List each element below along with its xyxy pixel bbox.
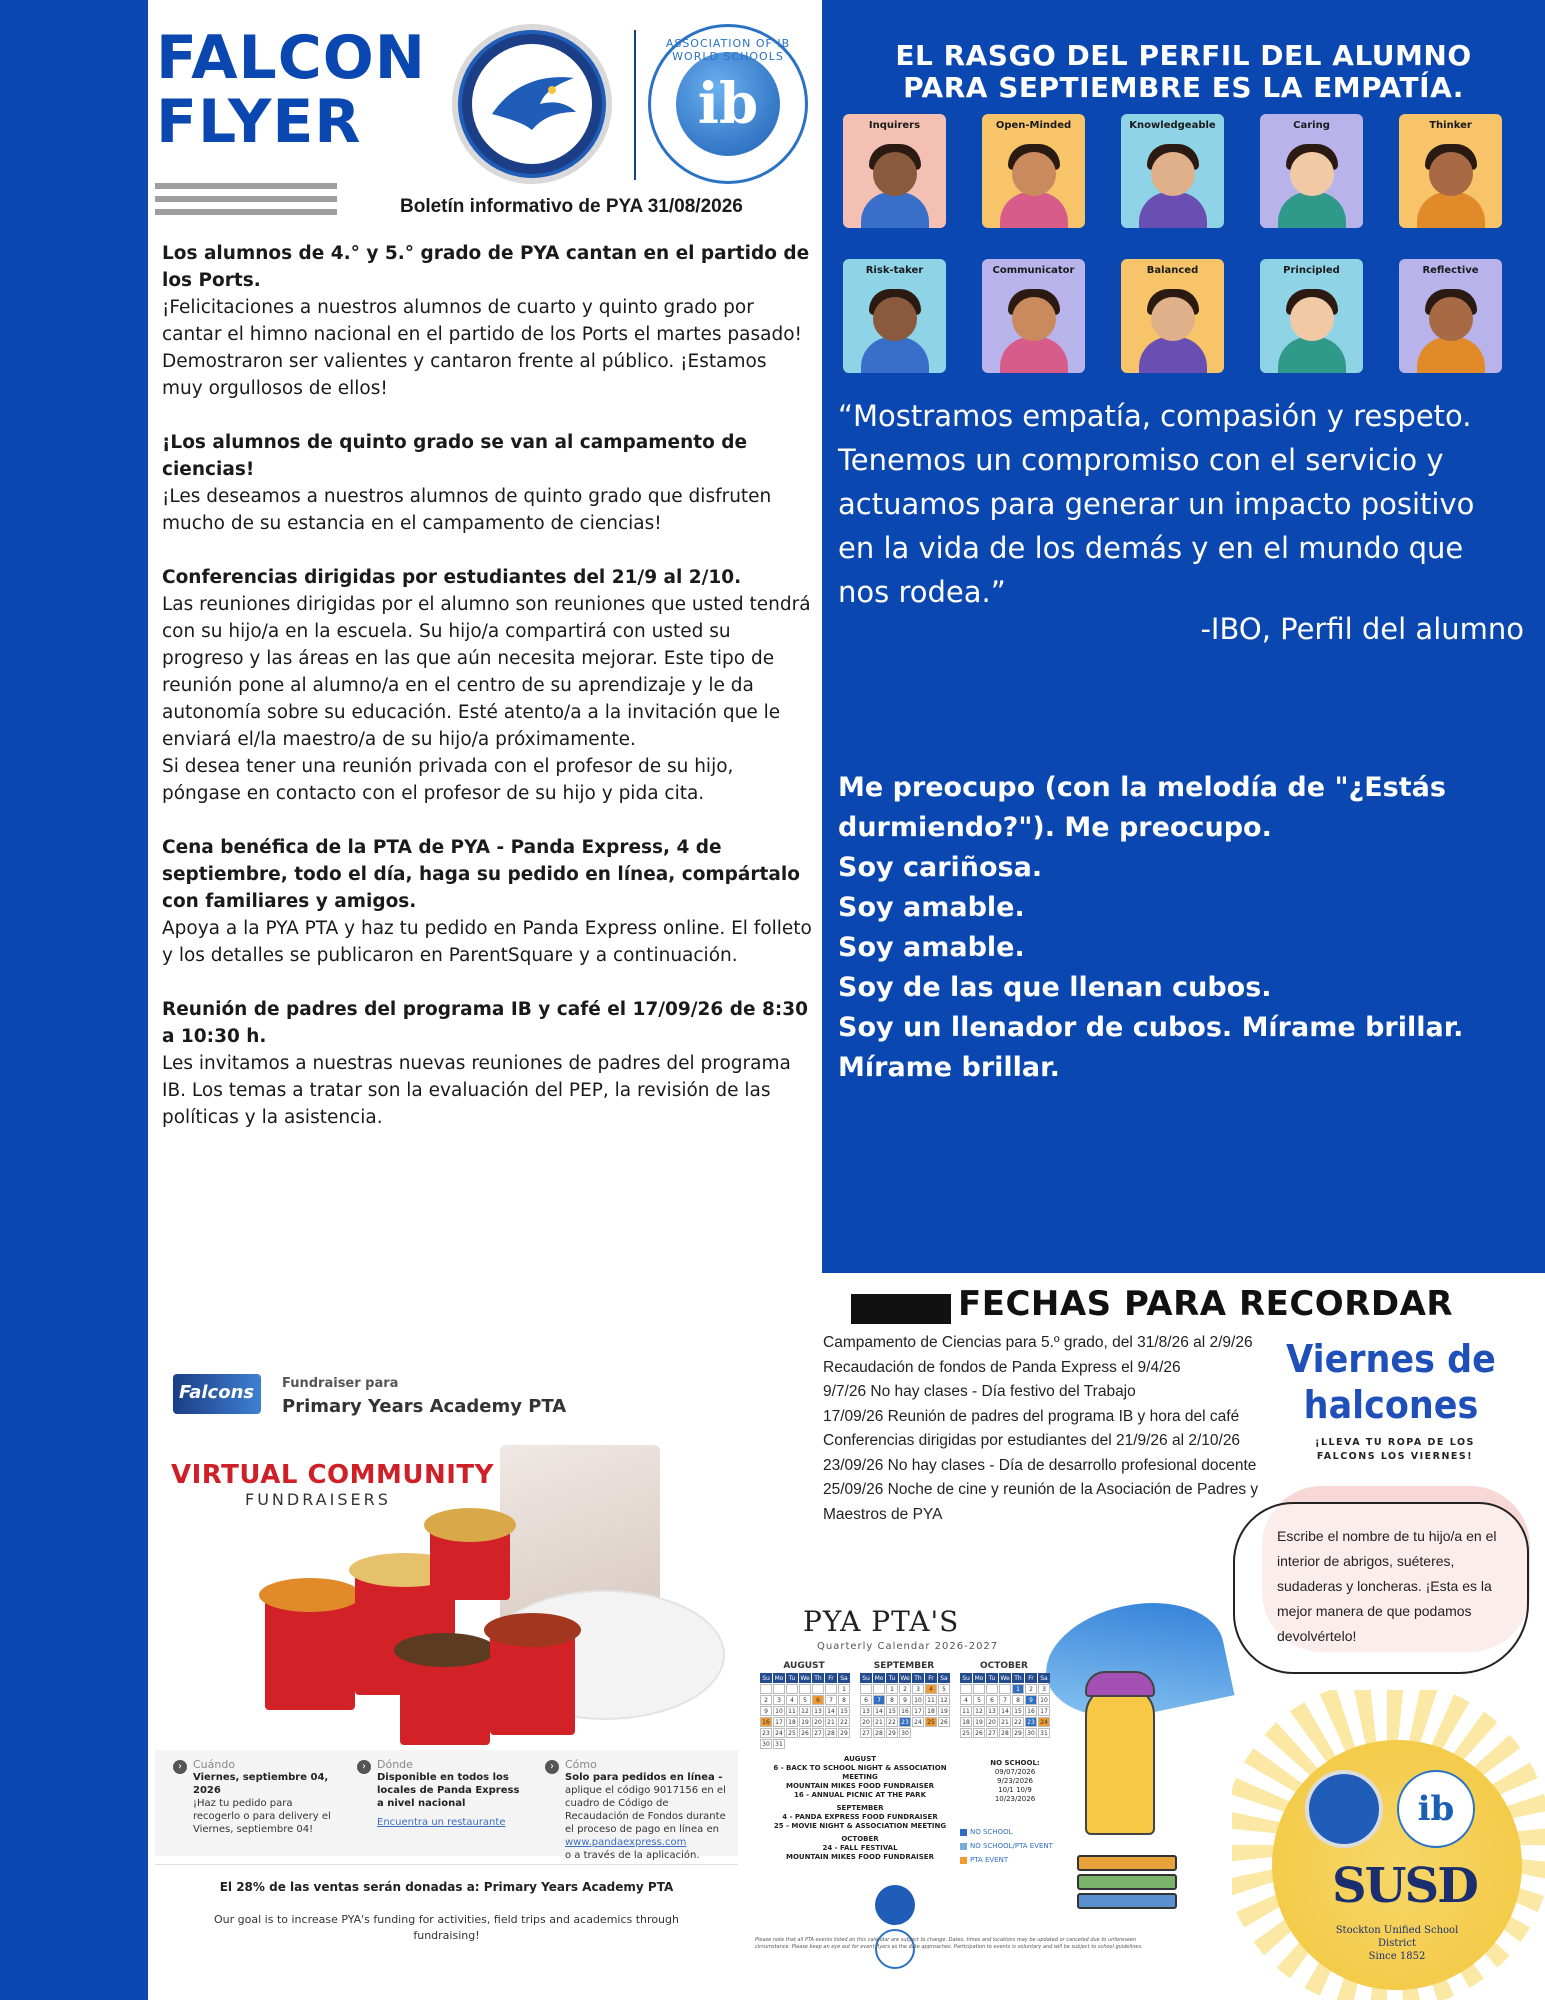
pta-logos: [875, 1885, 975, 1929]
date-item: 25/09/26 Noche de cine y reunión de la Asociación de Padres y Maestros de PYA: [823, 1481, 1259, 1523]
calendar-day: 23: [899, 1717, 911, 1727]
calendar-day: 15: [1012, 1706, 1024, 1716]
event-line: 24 - FALL FESTIVAL: [822, 1844, 898, 1852]
character-body: [1139, 192, 1207, 228]
article-body: Las reuniones dirigidas por el alumno son reuniones que usted tendrá con su hijo/a en la escuela. Su hijo/a compartirá con usted su progreso y las áreas en las que aún necesita mejorar. Este tipo de reunión pone al alumno/a en el centro de su aprendizaje y le da autonomía sobre su educación. Esté atento/a a la invitación que le enviará el/la maestro/a de su hijo/a próximamente.: [162, 594, 811, 750]
no-school-date: 09/07/2026: [994, 1768, 1036, 1776]
calendar-day: 30: [899, 1728, 911, 1738]
calendar-day: 20: [812, 1717, 824, 1727]
ib-mark: ib: [676, 52, 780, 156]
weekday-header: Sa: [1038, 1673, 1050, 1683]
profile-heading-line-1: EL RASGO DEL PERFIL DEL ALUMNO: [895, 39, 1472, 72]
calendar-day: 31: [1038, 1728, 1050, 1738]
character-body: [1000, 337, 1068, 373]
panda-website-link[interactable]: www.pandaexpress.com: [565, 1837, 687, 1848]
pta-subtitle: Quarterly Calendar 2026-2027: [817, 1641, 999, 1652]
redacted-block: [851, 1294, 951, 1324]
profile-tile: [1260, 259, 1363, 373]
event-line: AUGUST: [843, 1755, 877, 1763]
weekday-header: Tu: [986, 1673, 998, 1683]
month-grid: [860, 1673, 948, 1738]
flyer-goal: Our goal is to increase PYA's funding for activities, field trips and academics through fundraising!: [214, 1913, 679, 1942]
calendar-day: 30: [1025, 1728, 1037, 1738]
calendar-day: 6: [860, 1695, 872, 1705]
calendar-day: 28: [999, 1728, 1011, 1738]
arrow-right-icon: ›: [357, 1760, 371, 1774]
profile-tile-label: Principled: [1283, 265, 1340, 276]
calendar-day: 5: [799, 1695, 811, 1705]
weekday-header: Su: [860, 1673, 872, 1683]
falcon-school-logo: [452, 24, 612, 184]
calendar-day: 21: [825, 1717, 837, 1727]
month-grid: [760, 1673, 848, 1749]
calendar-day: 19: [938, 1706, 950, 1716]
article-body-2: Si desea tener una reunión privada con el profesor de su hijo, póngase en contacto con el profesor de su hijo y pida cita.: [162, 756, 734, 804]
profile-tile: [843, 259, 946, 373]
calendar-day: 9: [760, 1706, 772, 1716]
profile-tile: [1260, 114, 1363, 228]
calendar-day: 22: [838, 1717, 850, 1727]
profile-tile-label: Caring: [1293, 120, 1330, 131]
calendar-blank: [986, 1684, 998, 1694]
calendar-day: 8: [886, 1695, 898, 1705]
calendar-day: 26: [973, 1728, 985, 1738]
calendar-blank: [760, 1684, 772, 1694]
calendar-day: 7: [825, 1695, 837, 1705]
calendar-day: 31: [773, 1739, 785, 1749]
event-line: MOUNTAIN MIKES FOOD FUNDRAISER: [786, 1782, 934, 1790]
character-body: [1139, 337, 1207, 373]
legend-label: PTA EVENT: [970, 1856, 1009, 1864]
calendar-day: 23: [1025, 1717, 1037, 1727]
song-line: Soy cariñosa.: [838, 852, 1043, 883]
where-label: Dónde: [377, 1758, 413, 1771]
learner-profile-tiles: [843, 114, 1503, 373]
month-label: AUGUST: [783, 1661, 825, 1671]
calendar-day: 21: [873, 1717, 885, 1727]
calendar-day: 6: [986, 1695, 998, 1705]
calendar-legend: [960, 1825, 1053, 1867]
weekday-header: Su: [760, 1673, 772, 1683]
food-box-image: [265, 1600, 355, 1710]
calendar-day: 28: [825, 1728, 837, 1738]
calendar-day: 16: [899, 1706, 911, 1716]
calendar-day: 18: [786, 1717, 798, 1727]
month-grid: [960, 1673, 1048, 1738]
when-value: Viernes, septiembre 04, 2026: [193, 1772, 329, 1796]
calendar-day: 16: [1025, 1706, 1037, 1716]
calendar-day: 11: [786, 1706, 798, 1716]
calendar-day: 7: [999, 1695, 1011, 1705]
logo-divider: [634, 30, 636, 180]
character-face: [1429, 297, 1473, 341]
legend-item: [960, 1839, 1053, 1853]
song-line: Me preocupo (con la melodía de "¿Estás durmiendo?"). Me preocupo.: [838, 772, 1446, 843]
weekday-header: We: [1000, 1675, 1010, 1682]
character-body: [1000, 192, 1068, 228]
ib-logo-small: ib: [1397, 1770, 1475, 1848]
how-label: Cómo: [565, 1758, 597, 1771]
calendar-day: 16: [760, 1717, 772, 1727]
profile-tile: [1399, 114, 1502, 228]
calendar-day: 25: [786, 1728, 798, 1738]
calendar-day: 30: [760, 1739, 772, 1749]
profile-tile: [843, 114, 946, 228]
date-item: 23/09/26 No hay clases - Día de desarrollo profesional docente: [823, 1456, 1257, 1474]
profile-tile: [982, 259, 1085, 373]
arrow-right-icon: ›: [545, 1760, 559, 1774]
arrow-right-icon: ›: [173, 1760, 187, 1774]
calendar-day: 26: [799, 1728, 811, 1738]
character-face: [873, 152, 917, 196]
song-line: Soy un llenador de cubos. Mírame brillar.: [838, 1012, 1464, 1043]
weekday-header: Tu: [886, 1673, 898, 1683]
calendar-day: 22: [886, 1717, 898, 1727]
calendar-day: 24: [773, 1728, 785, 1738]
weekday-header: Sa: [938, 1673, 950, 1683]
calendar-day: 26: [938, 1717, 950, 1727]
calendar-day: 18: [960, 1717, 972, 1727]
title-line-2: FLYER: [156, 87, 362, 157]
profile-tile-label: Inquirers: [868, 120, 921, 131]
profile-quote: “Mostramos empatía, compasión y respeto. Tenemos un compromiso con el servicio y actuamos para generar un impacto positivo en la vida de los demás y en el mundo que nos rodea.”: [838, 399, 1475, 609]
calendar-day: 4: [786, 1695, 798, 1705]
food-box-image: [430, 1530, 510, 1600]
calendar-blank: [960, 1684, 972, 1694]
calendar-blank: [825, 1684, 837, 1694]
calendar-day: 10: [773, 1706, 785, 1716]
month-august: [760, 1661, 848, 1749]
article-body: ¡Les deseamos a nuestros alumnos de quinto grado que disfruten mucho de su estancia en el campamento de ciencias!: [162, 486, 772, 534]
event-line: SEPTEMBER: [836, 1804, 884, 1812]
calendar-day: 9: [1025, 1695, 1037, 1705]
calendar-day: 20: [860, 1717, 872, 1727]
calendar-blank: [999, 1684, 1011, 1694]
susd-logo: SUSD: [1332, 1858, 1477, 1914]
calendar-day: 13: [860, 1706, 872, 1716]
character-face: [1290, 297, 1334, 341]
character-body: [1278, 192, 1346, 228]
falcon-school-logo-small: [875, 1885, 915, 1925]
calendar-day: 12: [799, 1706, 811, 1716]
pta-quarterly-calendar: [755, 1585, 1233, 1965]
weekday-header: Fr: [1025, 1673, 1037, 1683]
when-info: [193, 1758, 333, 1836]
calendar-day: 27: [812, 1728, 824, 1738]
weekday-header: Su: [960, 1673, 972, 1683]
fundraiser-for: Fundraiser para: [282, 1376, 399, 1391]
where-info: [377, 1758, 527, 1829]
profile-heading: [822, 40, 1545, 104]
calendar-day: 13: [812, 1706, 824, 1716]
calendar-day: 17: [1038, 1706, 1050, 1716]
date-item: 17/09/26 Reunión de padres del programa IB y hora del café: [823, 1407, 1240, 1425]
calendar-day: 2: [760, 1695, 772, 1705]
calendar-blank: [973, 1684, 985, 1694]
calendar-day: 8: [1012, 1695, 1024, 1705]
calendar-day: 29: [886, 1728, 898, 1738]
no-school-date: 9/23/2026: [997, 1777, 1033, 1785]
calendar-day: 14: [873, 1706, 885, 1716]
no-school-dates: [970, 1759, 1060, 1804]
calendar-footnote: Please note that all PTA events listed on this calendar are subject to change. Dates, times and locations may be updated or canceled due to unforeseen circumstance. Please keep an eye out for event flyers as the date approaches. Participation to events is voluntary and will be subject to school guidelines.: [755, 1937, 1143, 1950]
books-image: [1077, 1855, 1177, 1935]
calendar-day: 17: [912, 1706, 924, 1716]
calendar-day: 24: [912, 1717, 924, 1727]
calendar-day: 27: [860, 1728, 872, 1738]
event-line: OCTOBER: [841, 1835, 879, 1843]
profile-tile-label: Balanced: [1146, 265, 1199, 276]
article-student-conferences: [162, 564, 812, 807]
profile-tile-label: Thinker: [1429, 120, 1472, 131]
calendar-day: 19: [973, 1717, 985, 1727]
article-body: ¡Felicitaciones a nuestros alumnos de cuarto y quinto grado por cantar el himno nacional en el partido de los Ports el martes pasado! Demostraron ser valientes y cantaron frente al público. ¡Estamos muy orgullosos de ellos!: [162, 297, 802, 399]
calendar-blank: [799, 1684, 811, 1694]
calendar-day: 12: [938, 1695, 950, 1705]
calendar-day: 13: [986, 1706, 998, 1716]
falcon-school-logo-small: [1305, 1770, 1383, 1848]
calendar-day: 10: [912, 1695, 924, 1705]
article-headline: ¡Los alumnos de quinto grado se van al campamento de ciencias!: [162, 432, 748, 480]
month-september: [860, 1661, 948, 1738]
article-headline: Conferencias dirigidas por estudiantes del 21/9 al 2/10.: [162, 567, 742, 588]
date-item: 9/7/26 No hay clases - Día festivo del Trabajo: [823, 1383, 1136, 1400]
calendar-day: 3: [1038, 1684, 1050, 1694]
calendar-day: 29: [838, 1728, 850, 1738]
article-headline: Cena benéfica de la PTA de PYA - Panda Express, 4 de septiembre, todo el día, haga su pedido en línea, compártalo con familiares y amigos.: [162, 837, 800, 912]
date-item: Conferencias dirigidas por estudiantes del 21/9/26 al 2/10/26: [823, 1432, 1241, 1449]
no-school-date: 10/1 10/9: [998, 1786, 1032, 1794]
song-line: Soy amable.: [838, 892, 1025, 923]
calendar-blank: [773, 1684, 785, 1694]
weekday-header: Th: [812, 1673, 824, 1683]
calendar-day: 19: [799, 1717, 811, 1727]
calendar-day: 5: [938, 1684, 950, 1694]
character-face: [873, 297, 917, 341]
song-line: Mírame brillar.: [838, 1052, 1060, 1083]
calendar-day: 11: [925, 1695, 937, 1705]
flyer-headline: VIRTUAL COMMUNITY: [171, 1460, 494, 1490]
weekday-header: We: [900, 1675, 910, 1682]
song-line: Soy amable.: [838, 932, 1025, 963]
calendar-day: 5: [973, 1695, 985, 1705]
how-tail: o a través de la aplicación.: [565, 1850, 700, 1861]
calendar-day: 9: [899, 1695, 911, 1705]
weekday-header: Fr: [925, 1673, 937, 1683]
food-box-image: [490, 1635, 575, 1735]
calendar-day: 21: [999, 1717, 1011, 1727]
character-body: [1278, 337, 1346, 373]
weekday-header: Th: [1012, 1673, 1024, 1683]
calendar-blank: [873, 1684, 885, 1694]
event-line: 6 - BACK TO SCHOOL NIGHT & ASSOCIATION MEETING: [773, 1764, 947, 1781]
calendar-day: 7: [873, 1695, 885, 1705]
ib-world-schools-logo: [648, 24, 808, 184]
calendar-blank: [786, 1684, 798, 1694]
profile-tile-label: Knowledgeable: [1129, 120, 1216, 131]
calendar-day: 14: [999, 1706, 1011, 1716]
pta-events-list: [755, 1755, 965, 1862]
food-box-image: [400, 1655, 490, 1745]
bulletin-date: Boletín informativo de PYA 31/08/2026: [400, 196, 743, 217]
weekday-header: Sa: [838, 1673, 850, 1683]
legend-label: NO SCHOOL: [970, 1828, 1013, 1836]
legend-label: NO SCHOOL/PTA EVENT: [970, 1842, 1053, 1850]
falcon-friday-title: Viernes de halcones: [1286, 1337, 1496, 1427]
weekday-header: Th: [912, 1673, 924, 1683]
how-info: [565, 1758, 735, 1862]
district-name: Stockton Unified School District: [1335, 1925, 1459, 1949]
article-science-camp: [162, 429, 812, 537]
legend-item: [960, 1825, 1053, 1839]
pencil-mascot-image: [1085, 1685, 1155, 1835]
flyer-subheadline: FUNDRAISERS: [245, 1490, 391, 1509]
articles: [162, 240, 812, 1158]
calendar-day: 3: [912, 1684, 924, 1694]
character-face: [1151, 152, 1195, 196]
calendar-day: 1: [1012, 1684, 1024, 1694]
profile-tile: [1121, 114, 1224, 228]
calendar-day: 23: [760, 1728, 772, 1738]
profile-tile-label: Communicator: [992, 265, 1075, 276]
calendar-day: 28: [873, 1728, 885, 1738]
quote-source: -IBO, Perfil del alumno: [1200, 612, 1524, 646]
where-value: Disponible en todos los locales de Panda Express a nivel nacional: [377, 1772, 520, 1809]
event-line: MOUNTAIN MIKES FOOD FUNDRAISER: [786, 1853, 934, 1861]
ib-ring-text: ASSOCIATION OF IB WORLD SCHOOLS: [665, 37, 791, 63]
character-face: [1012, 152, 1056, 196]
dates-title: FECHAS PARA RECORDAR: [958, 1284, 1454, 1324]
title-rules: [155, 183, 337, 222]
left-blue-bar: [0, 0, 148, 2000]
district-since: Since 1852: [1368, 1951, 1426, 1962]
character-face: [1151, 297, 1195, 341]
calendar-day: 15: [838, 1706, 850, 1716]
profile-heading-line-2: PARA SEPTIEMBRE ES LA EMPATÍA.: [903, 71, 1464, 104]
pta-title: PYA PTA'S: [803, 1605, 960, 1638]
calendar-day: 14: [825, 1706, 837, 1716]
newsletter-title: [156, 23, 427, 157]
character-face: [1290, 152, 1334, 196]
calendar-day: 22: [1012, 1717, 1024, 1727]
calendar-day: 4: [960, 1695, 972, 1705]
calendar-day: 15: [886, 1706, 898, 1716]
article-body: Les invitamos a nuestras nuevas reuniones de padres del programa IB. Los temas a tratar son la evaluación del PEP, la revisión de las políticas y la asistencia.: [162, 1053, 791, 1128]
donation-percent: El 28% de las ventas serán donadas a: Primary Years Academy PTA: [219, 1880, 674, 1894]
calendar-day: 10: [1038, 1695, 1050, 1705]
character-face: [1012, 297, 1056, 341]
calendar-day: 6: [812, 1695, 824, 1705]
legend-item: [960, 1853, 1053, 1867]
calendar-day: 29: [1012, 1728, 1024, 1738]
find-restaurant-link[interactable]: Encuentra un restaurante: [377, 1817, 506, 1828]
calendar-day: 2: [1025, 1684, 1037, 1694]
character-body: [1417, 337, 1485, 373]
calendar-blank: [860, 1684, 872, 1694]
calendar-day: 18: [925, 1706, 937, 1716]
calendar-day: 27: [986, 1728, 998, 1738]
date-item: Recaudación de fondos de Panda Express el 9/4/26: [823, 1358, 1181, 1376]
calendar-day: 1: [838, 1684, 850, 1694]
character-face: [1429, 152, 1473, 196]
calendar-day: 12: [973, 1706, 985, 1716]
caring-song: [838, 768, 1518, 1088]
calendar-day: 1: [886, 1684, 898, 1694]
calendar-day: 2: [899, 1684, 911, 1694]
character-body: [1417, 192, 1485, 228]
how-note: aplique el código 9017156 en el cuadro de Código de Recaudación de Fondos durante el proceso de pago en línea en: [565, 1785, 726, 1835]
falcon-icon: [482, 64, 582, 144]
calendar-day: 25: [925, 1717, 937, 1727]
title-line-1: FALCON: [156, 23, 427, 93]
event-line: 25 - MOVIE NIGHT & ASSOCIATION MEETING: [773, 1822, 947, 1830]
calendar-day: 25: [960, 1728, 972, 1738]
calendar-day: 8: [838, 1695, 850, 1705]
weekday-header: Mo: [874, 1675, 884, 1682]
character-body: [861, 337, 929, 373]
susd-name: [1327, 1924, 1467, 1963]
article-body: Apoya a la PYA PTA y haz tu pedido en Panda Express online. El folleto y los detalles se publicaron en ParentSquare y a continuación.: [162, 918, 812, 966]
profile-tile-label: Reflective: [1422, 265, 1479, 276]
when-note: ¡Haz tu pedido para recogerlo o para delivery el Viernes, septiembre 04!: [193, 1798, 331, 1835]
calendar-blank: [812, 1684, 824, 1694]
calendar-day: 24: [1038, 1717, 1050, 1727]
calendar-day: 20: [986, 1717, 998, 1727]
event-line: 16 - ANNUAL PICNIC AT THE PARK: [793, 1791, 926, 1799]
calendar-day: 4: [925, 1684, 937, 1694]
profile-tile-label: Risk-taker: [865, 265, 924, 276]
flyer-divider: [155, 1864, 738, 1865]
date-item: Campamento de Ciencias para 5.º grado, del 31/8/26 al 2/9/26: [823, 1334, 1253, 1351]
panda-express-flyer: [155, 1350, 738, 1970]
falcon-friday-subtitle: ¡LLEVA TU ROPA DE LOS FALCONS LOS VIERNES!: [1315, 1437, 1475, 1462]
song-line: Soy de las que llenan cubos.: [838, 972, 1272, 1003]
article-ports-game: [162, 240, 812, 402]
article-panda-fundraiser: [162, 834, 812, 969]
falcons-logo: Falcons: [173, 1374, 261, 1414]
weekday-header: Mo: [974, 1675, 984, 1682]
no-school-label: NO SCHOOL:: [990, 1759, 1040, 1767]
fundraiser-org: Primary Years Academy PTA: [282, 1396, 567, 1417]
name-label-note: Escribe el nombre de tu hijo/a en el interior de abrigos, suéteres, sudaderas y loncheras. ¡Esta es la mejor manera de que podamos devolvértelo!: [1233, 1502, 1529, 1674]
article-ib-parent-meeting: [162, 996, 812, 1131]
event-line: 4 - PANDA EXPRESS FOOD FUNDRAISER: [782, 1813, 938, 1821]
no-school-date: 10/23/2026: [994, 1795, 1036, 1803]
article-headline: Reunión de padres del programa IB y café el 17/09/26 de 8:30 a 10:30 h.: [162, 999, 808, 1047]
profile-tile: [1121, 259, 1224, 373]
profile-tile-label: Open-Minded: [995, 120, 1072, 131]
weekday-header: We: [800, 1675, 810, 1682]
profile-tile: [1399, 259, 1502, 373]
calendar-day: 17: [773, 1717, 785, 1727]
weekday-header: Fr: [825, 1673, 837, 1683]
profile-tile: [982, 114, 1085, 228]
calendar-day: 11: [960, 1706, 972, 1716]
month-label: OCTOBER: [980, 1661, 1028, 1671]
weekday-header: Mo: [774, 1675, 784, 1682]
sun-logo-panel: [1232, 1690, 1545, 2000]
month-october: [960, 1661, 1048, 1738]
when-label: Cuándo: [193, 1758, 236, 1771]
dates-list: [823, 1331, 1273, 1527]
character-body: [861, 192, 929, 228]
month-label: SEPTEMBER: [873, 1661, 935, 1671]
calendar-day: 3: [773, 1695, 785, 1705]
how-value: Solo para pedidos en línea -: [565, 1772, 723, 1783]
article-headline: Los alumnos de 4.° y 5.° grado de PYA cantan en el partido de los Ports.: [162, 243, 810, 291]
weekday-header: Tu: [786, 1673, 798, 1683]
